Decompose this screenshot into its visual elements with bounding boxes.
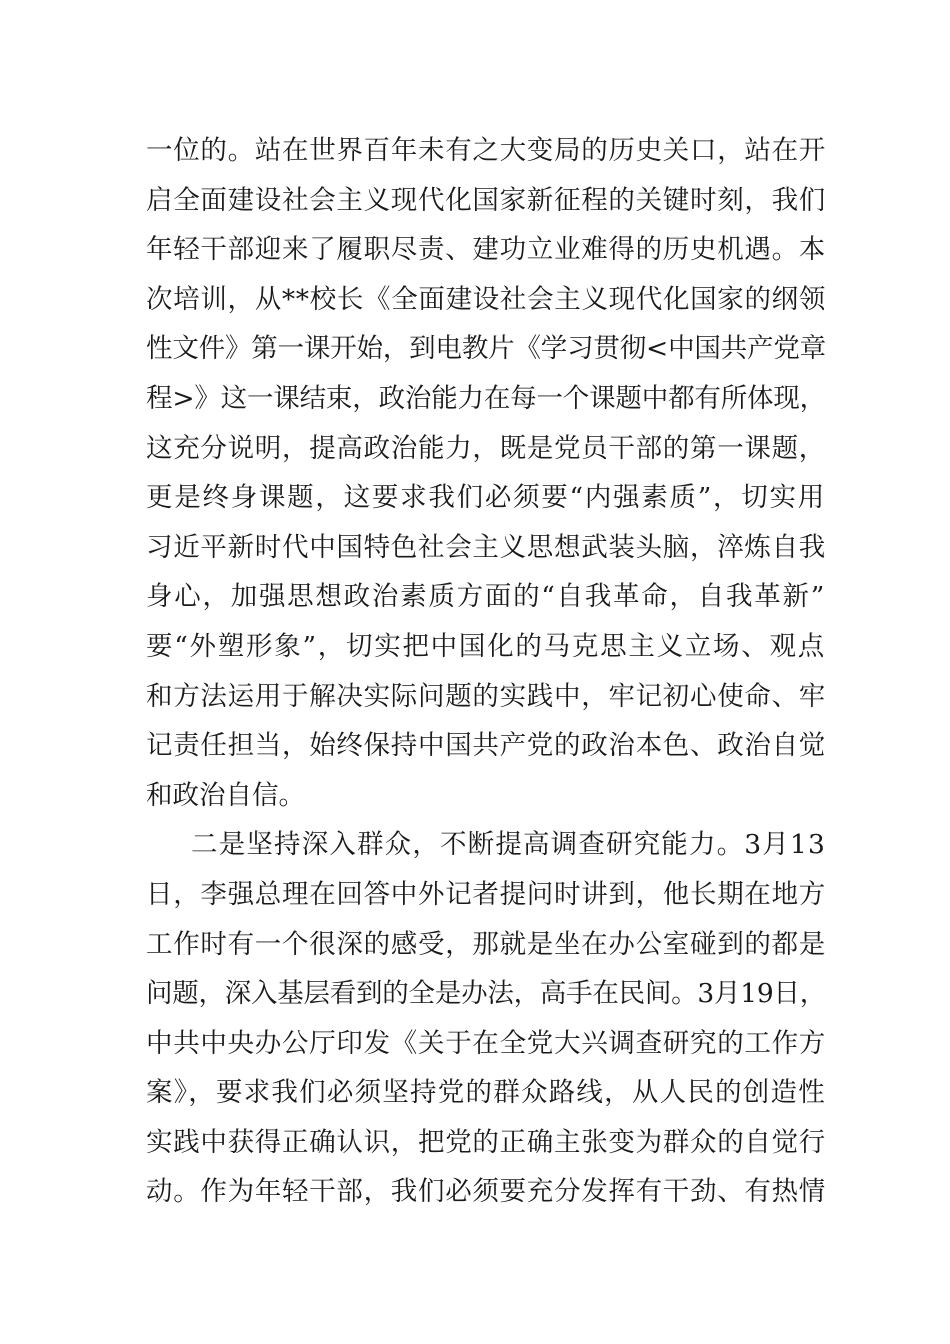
text-line: 要“外塑形象”，切实把中国化的马克思主义立场、观点 xyxy=(146,630,826,662)
text-line: 和方法运用于解决实际问题的实践中，牢记初心使命、牢 xyxy=(146,680,826,712)
text-line: 次培训，从**校长《全面建设社会主义现代化国家的纲领 xyxy=(146,283,826,315)
text-line: 问题，深入基层看到的全是办法，高手在民间。3月19日， xyxy=(146,978,826,1010)
text-line: 程>》这一课结束，政治能力在每一个课题中都有所体现， xyxy=(146,382,826,414)
text-line: 更是终身课题，这要求我们必须要“内强素质”，切实用 xyxy=(146,482,826,514)
text-line: 一位的。站在世界百年未有之大变局的历史关口，站在开 xyxy=(146,135,826,166)
text-line: 和政治自信。 xyxy=(146,779,305,811)
text-line: 工作时有一个很深的感受，那就是坐在办公室碰到的都是 xyxy=(146,928,826,960)
body-text xyxy=(146,126,826,1217)
text-line: 性文件》第一课开始，到电教片《学习贯彻<中国共产党章 xyxy=(146,333,826,365)
text-line: 中共中央办公厅印发《关于在全党大兴调查研究的工作方 xyxy=(146,1027,826,1059)
text-line: 实践中获得正确认识，把党的正确主张变为群众的自觉行 xyxy=(146,1126,826,1158)
text-line: 案》，要求我们必须坚持党的群众路线，从人民的创造性 xyxy=(146,1077,826,1109)
text-line: 年轻干部迎来了履职尽责、建功立业难得的历史机遇。本 xyxy=(146,234,826,266)
text-line: 习近平新时代中国特色社会主义思想武装头脑，淬炼自我 xyxy=(146,531,826,563)
text-line: 动。作为年轻干部，我们必须要充分发挥有干劲、有热情 xyxy=(146,1176,826,1208)
paragraph-first-line: 二是坚持深入群众，不断提高调查研究能力。3月13 xyxy=(191,829,826,861)
text-line: 这充分说明，提高政治能力，既是党员干部的第一课题， xyxy=(146,432,826,464)
text-line: 日，李强总理在回答中外记者提问时讲到，他长期在地方 xyxy=(146,878,826,910)
text-line: 启全面建设社会主义现代化国家新征程的关键时刻，我们 xyxy=(146,184,826,216)
text-line: 记责任担当，始终保持中国共产党的政治本色、政治自觉 xyxy=(146,730,826,762)
text-line: 身心，加强思想政治素质方面的“自我革命，自我革新” xyxy=(146,581,826,613)
